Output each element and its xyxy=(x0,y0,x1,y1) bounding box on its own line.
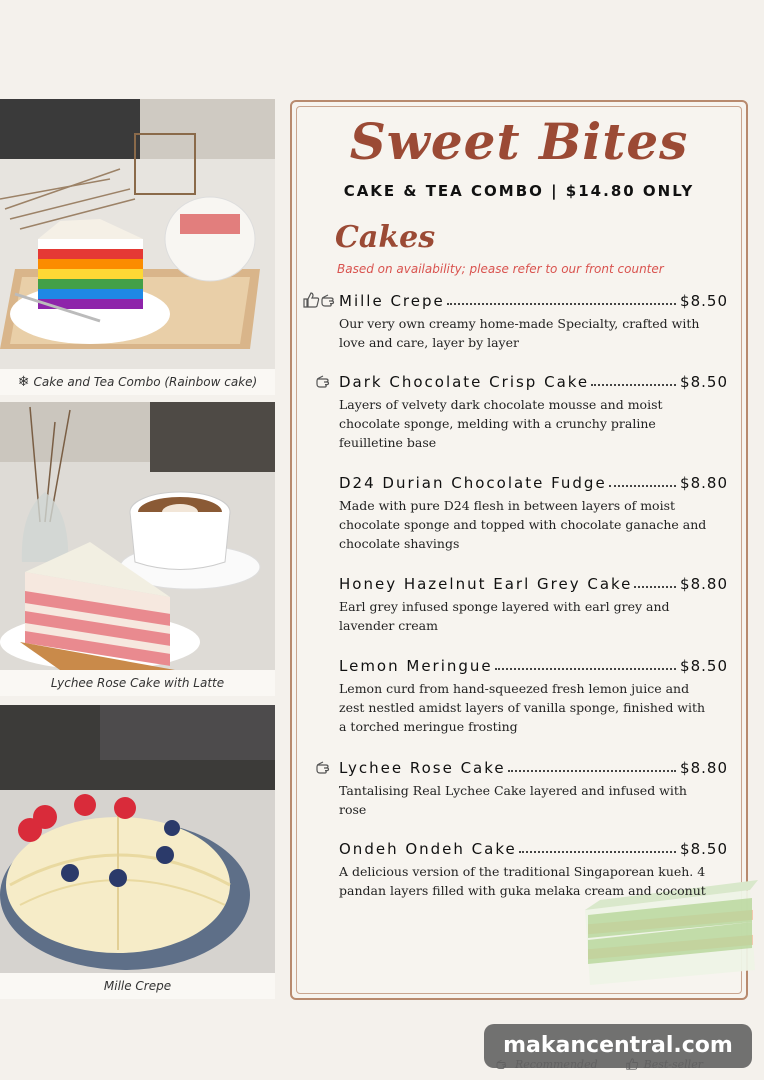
item-description: Layers of velvety dark chocolate mousse and moist chocolate sponge, melding with a crunchy praline feuilletine base xyxy=(339,397,663,450)
item-description: Tantalising Real Lychee Cake layered and infused with rose xyxy=(339,783,687,817)
item-description: Earl grey infused sponge layered with earl grey and lavender cream xyxy=(339,599,670,633)
photo-caption: ❄ Cake and Tea Combo (Rainbow cake) xyxy=(0,369,275,395)
dot-leader xyxy=(447,303,676,305)
item-name: Dark Chocolate Crisp Cake xyxy=(339,373,590,391)
menu-item-mille-crepe[interactable] xyxy=(300,290,740,352)
item-price: $8.50 xyxy=(680,373,728,391)
item-name: Lychee Rose Cake xyxy=(339,759,506,777)
item-description: Lemon curd from hand-squeezed fresh lemon juice and zest nestled amidst layers of vanilla sponge, finished with a torched meringue frosting xyxy=(339,681,706,734)
photo-rainbow-cake-combo xyxy=(0,99,275,369)
item-price: $8.80 xyxy=(680,474,728,492)
item-price: $8.80 xyxy=(680,575,728,593)
item-description: Our very own creamy home-made Specialty, crafted with love and care, layer by layer xyxy=(339,316,700,350)
menu-item-d24-durian-chocolate-fudge[interactable] xyxy=(300,472,740,553)
item-price: $8.80 xyxy=(680,759,728,777)
snowflake-icon: ❄ xyxy=(17,374,30,390)
item-name: Lemon Meringue xyxy=(339,657,493,675)
photo-lychee-rose-latte xyxy=(0,402,275,670)
menu-item-dark-chocolate-crisp-cake[interactable] xyxy=(300,371,740,452)
dot-leader xyxy=(591,384,676,386)
item-name: Honey Hazelnut Earl Grey Cake xyxy=(339,575,633,593)
item-price: $8.50 xyxy=(680,840,728,858)
dot-leader xyxy=(519,851,676,853)
site-watermark: makancentral.com xyxy=(484,1024,752,1068)
item-description: A delicious version of the traditional Singaporean kueh. 4 pandan layers filled with guka melaka cream and coconut xyxy=(339,864,706,898)
pointing-hand-icon xyxy=(316,759,334,775)
availability-note: Based on availability; please refer to our front counter xyxy=(337,262,664,276)
dot-leader xyxy=(508,770,676,772)
item-name: Mille Crepe xyxy=(339,292,445,310)
menu-title: Sweet Bites xyxy=(349,112,689,171)
dot-leader xyxy=(634,586,676,588)
item-name: Ondeh Ondeh Cake xyxy=(339,840,517,858)
combo-offer: CAKE & TEA COMBO | $14.80 ONLY xyxy=(343,182,695,200)
item-description: Made with pure D24 flesh in between layers of moist chocolate sponge and topped with chocolate ganache and chocolate shavings xyxy=(339,498,707,551)
photo-caption: Mille Crepe xyxy=(0,973,275,999)
menu-item-lychee-rose-cake[interactable] xyxy=(300,757,740,819)
menu-item-honey-hazelnut-earl-grey-cake[interactable] xyxy=(300,573,740,635)
pointing-hand-icon xyxy=(321,292,339,308)
item-price: $8.50 xyxy=(680,292,728,310)
dot-leader xyxy=(495,668,676,670)
item-price: $8.50 xyxy=(680,657,728,675)
photo-caption: Lychee Rose Cake with Latte xyxy=(0,670,275,696)
item-name: D24 Durian Chocolate Fudge xyxy=(339,474,607,492)
menu-item-lemon-meringue[interactable] xyxy=(300,655,740,736)
thumbs-up-icon xyxy=(302,292,320,308)
photo-mille-crepe xyxy=(0,705,275,973)
pointing-hand-icon xyxy=(316,373,334,389)
dot-leader xyxy=(609,485,676,487)
section-title: Cakes xyxy=(335,220,436,255)
menu-item-ondeh-ondeh-cake[interactable] xyxy=(300,838,740,900)
